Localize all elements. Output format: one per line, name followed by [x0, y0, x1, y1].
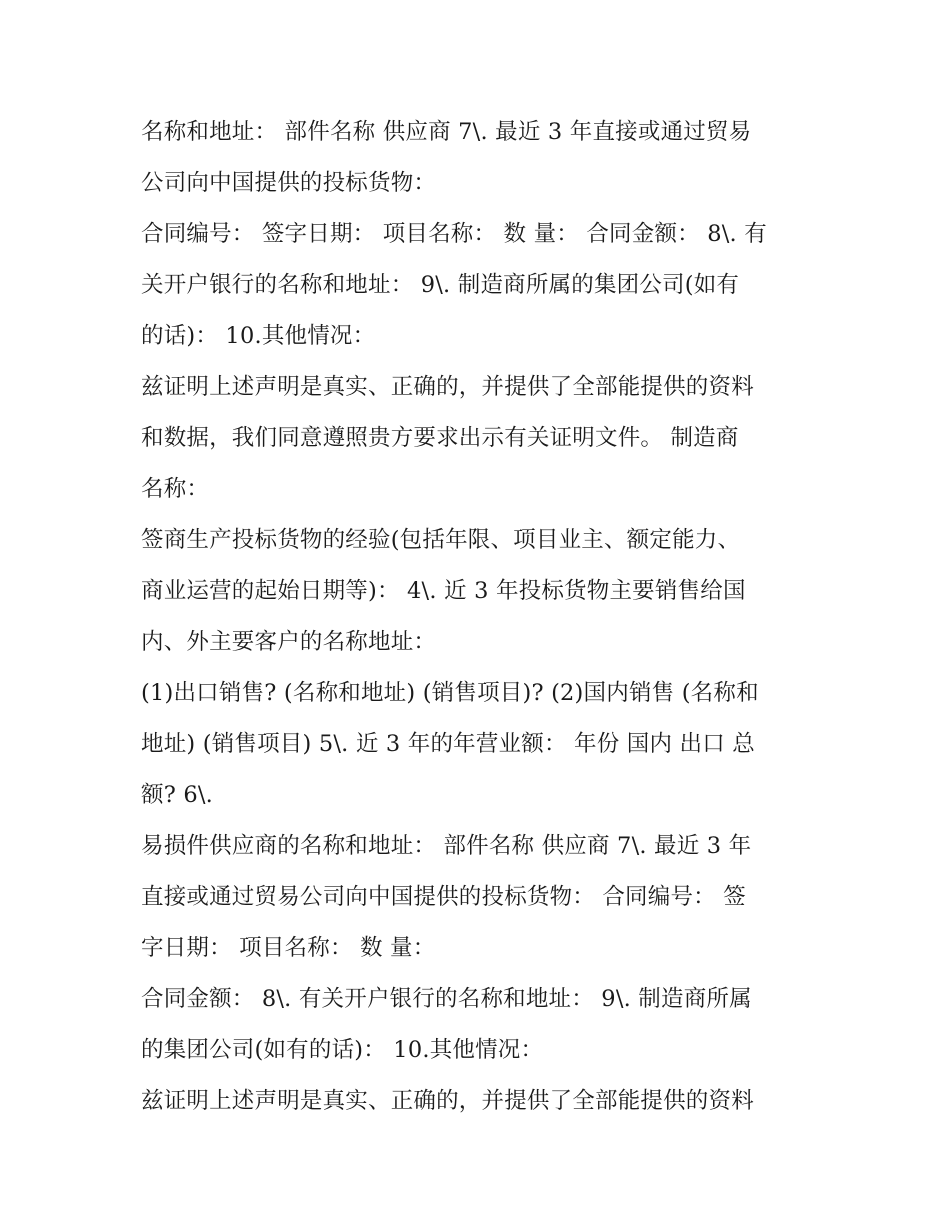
text-line: 合同金额： 8\. 有关开户银行的名称和地址： 9\. 制造商所属 [141, 986, 752, 1012]
text-line: 名称： [141, 476, 210, 502]
text-line: 地址) (销售项目) 5\. 近 3 年的年营业额： 年份 国内 出口 总 [141, 731, 755, 757]
text-line: (1)出口销售? (名称和地址) (销售项目)? (2)国内销售 (名称和 [141, 680, 759, 706]
text-line: 的集团公司(如有的话)： 10.其他情况： [141, 1037, 544, 1063]
text-line: 额? 6\. [141, 782, 213, 808]
text-line: 公司向中国提供的投标货物： [141, 170, 437, 196]
text-line: 合同编号： 签字日期： 项目名称： 数 量： 合同金额： 8\. 有 [141, 221, 767, 247]
document-body [141, 107, 821, 1127]
text-line: 的话)： 10.其他情况： [141, 323, 376, 349]
text-line: 名称和地址： 部件名称 供应商 7\. 最近 3 年直接或通过贸易 [141, 119, 752, 145]
text-line: 兹证明上述声明是真实、正确的，并提供了全部能提供的资料 [141, 374, 754, 400]
text-line: 直接或通过贸易公司向中国提供的投标货物： 合同编号： 签 [141, 884, 746, 910]
text-line: 商业运营的起始日期等)： 4\. 近 3 年投标货物主要销售给国 [141, 578, 746, 604]
text-line: 兹证明上述声明是真实、正确的，并提供了全部能提供的资料 [141, 1088, 754, 1114]
text-line: 和数据，我们同意遵照贵方要求出示有关证明文件。 制造商 [141, 425, 739, 451]
text-line: 关开户银行的名称和地址： 9\. 制造商所属的集团公司(如有 [141, 272, 740, 298]
text-line: 签商生产投标货物的经验(包括年限、项目业主、额定能力、 [141, 527, 741, 553]
text-line: 字日期： 项目名称： 数 量： [141, 935, 436, 961]
text-line: 易损件供应商的名称和地址： 部件名称 供应商 7\. 最近 3 年 [141, 833, 752, 859]
text-line: 内、外主要客户的名称地址： [141, 629, 437, 655]
